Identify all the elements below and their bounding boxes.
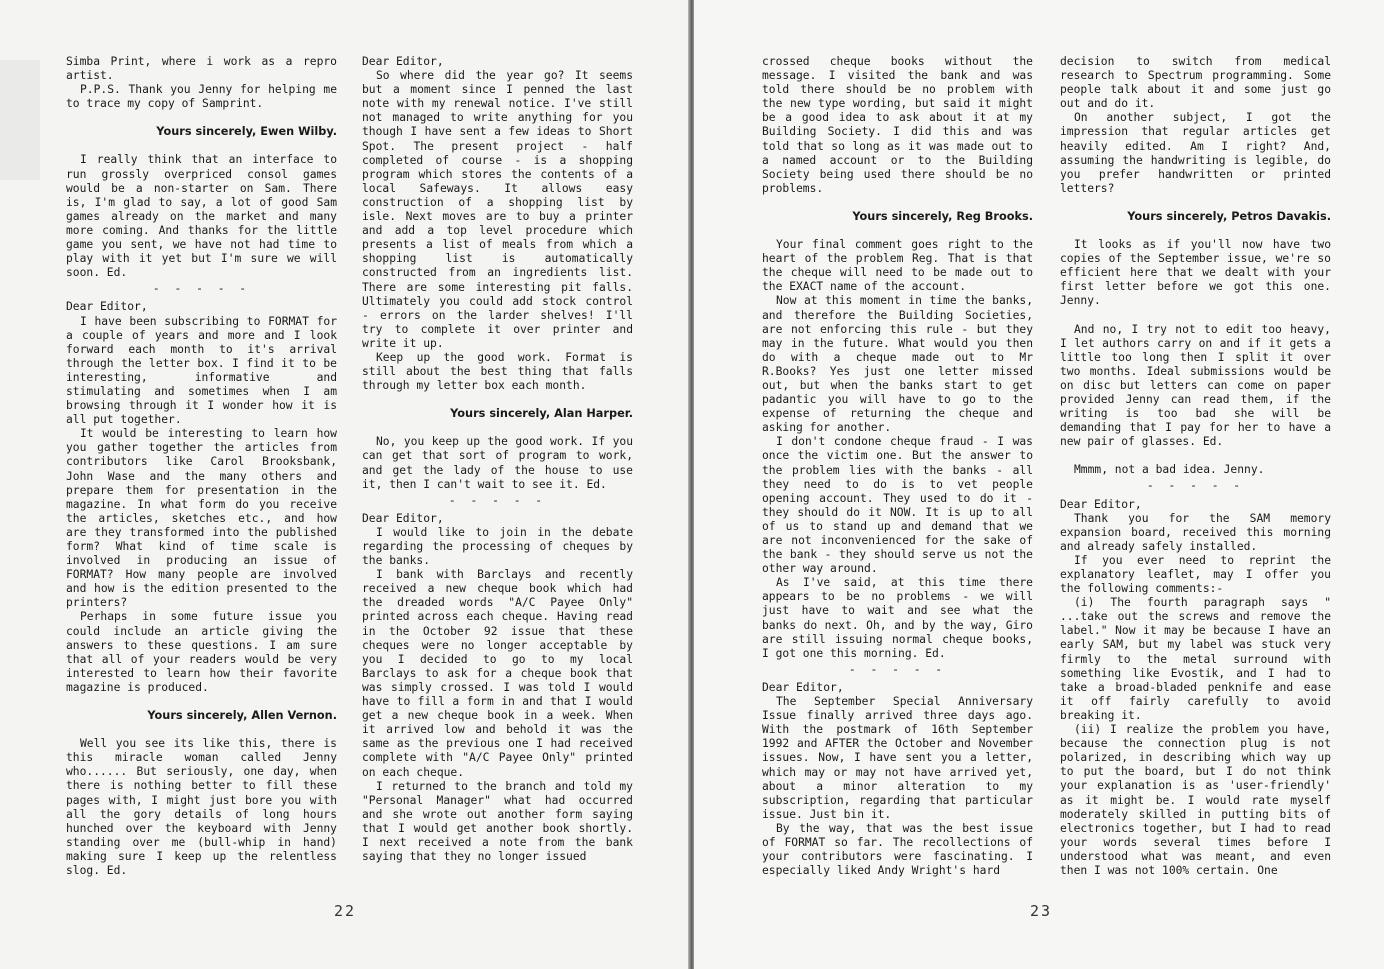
paragraph: (ii) I realize the problem you have, because the connection plug is not polarized, in describing which way up to put the board, but I do not think your explanation is as 'user-friendly' as it might be. I would rate myself moderately skilled in putting bits of electronics together, but I had to read your words several times before I understood what was meant, and even then I was not 100% certain. One: [1060, 723, 1331, 877]
paragraph: Your final comment goes right to the heart of the problem Reg. That is that the cheque will need to be made out to the EXACT name of the account.: [762, 238, 1033, 294]
page-23-column-2: [1060, 55, 1331, 878]
paragraph: Mmmm, not a bad idea. Jenny.: [1074, 463, 1265, 477]
paragraph: Perhaps in some future issue you could include an article giving the answers to these questions. I am sure that all of your readers would be very interested to learn how their favorite magazine is produced.: [66, 610, 337, 694]
paragraph: If you ever need to reprint the explanatory leaflet, may I offer you the following comments:-: [1060, 553, 1331, 596]
separator: - - - - -: [152, 282, 251, 296]
signature: Yours sincerely, Alan Harper.: [450, 407, 633, 421]
paragraph: So where did the year go? It seems but a moment since I penned the last note with my renewal notice. I've still not managed to write anything for you though I have sent a few ideas to Short Spot. The present project - half completed of course - is a shopping program which stores the contents of a local Safeways. It allows easy construction of a shopping list by isle. Next moves are to buy a printer and add a top level procedure which presents a list of meals from which a shopping list is automatically constructed from an ingredients list. There are some interesting pit falls. Ultimately you could add stock control - errors on the larder shelves! I'll try to complete it over printer and write it up.: [362, 69, 633, 350]
paragraph: By the way, that was the best issue of FORMAT so far. The recollections of your contributors were fascinating. I especially liked Andy Wright's hard: [762, 821, 1033, 878]
paragraph: I would like to join in the debate regarding the processing of cheques by the banks.: [362, 525, 633, 568]
paragraph: (i) The fourth paragraph says " ...take out the screws and remove the label." Now it may be because I have an early SAM, but my label was stuck very firmly to the metal surround with something like Evostik, and I had to take a broad-bladed penknife and ease it off fairly carefully to avoid breaking it.: [1060, 596, 1331, 722]
paragraph: P.P.S. Thank you Jenny for helping me to trace my copy of Samprint.: [66, 83, 337, 111]
bleed-through-shadow: [0, 60, 40, 180]
salutation: Dear Editor,: [362, 511, 444, 525]
paragraph: No, you keep up the good work. If you can get that sort of program to work, and get the lady of the house to use it, then I can't wait to see it. Ed.: [362, 435, 633, 491]
paragraph: Well you see its like this, there is this miracle woman called Jenny who...... But seriously, one day, when there is nothing better to fill these pages with, I might just bore you with all the gory details of long hours hunched over the keyboard with Jenny standing over me (bull-whip in hand) making sure I keep up the relentless slog. Ed.: [66, 737, 337, 877]
paragraph: Thank you for the SAM memory expansion board, received this morning and already safely installed.: [1060, 511, 1331, 553]
paragraph: I don't condone cheque fraud - I was once the victim one. But the answer to the problem lies with the banks - all they need to do is to vet people opening account. They used to do it - they should do it NOW. It is up to all of us to stand up and demand that we are not inconvenienced for the sake of the bank - they should serve us not the other way around.: [762, 435, 1033, 576]
separator: - - - - -: [848, 662, 947, 676]
page-23: [694, 0, 1384, 969]
page-22-column-1: [66, 55, 337, 878]
separator: - - - - -: [448, 493, 547, 507]
salutation: Dear Editor,: [762, 680, 844, 694]
paragraph: It looks as if you'll now have two copies of the September issue, we're so efficient here that we dealt with your first letter before we got this one. Jenny.: [1060, 238, 1331, 308]
paragraph: And no, I try not to edit too heavy, I let authors carry on and if it gets a little too long then I split it over two months. Ideal submissions would be on disc but letters can come on paper provided Jenny can read them, if the writing is too bad she will be demanding that I pay for her to have a new pair of glasses. Ed.: [1060, 322, 1331, 449]
page-number: 22: [334, 902, 357, 920]
paragraph: Simba Print, where i work as a repro artist.: [66, 55, 337, 83]
page-22: [0, 0, 690, 969]
page-22-column-2: [362, 55, 633, 864]
signature: Yours sincerely, Ewen Wilby.: [156, 125, 337, 139]
signature: Yours sincerely, Reg Brooks.: [852, 209, 1033, 223]
page-number: 23: [1030, 902, 1053, 920]
paragraph: As I've said, at this time there appears to be no problems - we will just have to wait and see what the banks do next. Oh, and by the way, Giro are still issuing normal cheque books, I got one this morning. Ed.: [762, 576, 1033, 660]
paragraph: decision to switch from medical research to Spectrum programming. Some people talk about it and some just go out and do it.: [1060, 55, 1331, 111]
paragraph: It would be interesting to learn how you gather together the articles from contributors like Carol Brooksbank, John Wase and the many others and prepare them for presentation in the magazine. In what form do you receive the articles, sketches etc., and how are they transformed into the published form? What kind of time scale is involved in producing an issue of FORMAT? How many people are involved and how is the edition presented to the printers?: [66, 427, 337, 610]
paragraph: I returned to the branch and told my "Personal Manager" what had occurred and she wrote out another form saying that I would get another book shortly. I next received a note from the bank saying that they no longer issued: [362, 779, 633, 864]
paragraph: I have been subscribing to FORMAT for a couple of years and more and I look forward each month to it's arrival through the letter box. I find it to be interesting, informative and stimulating and sometimes when I am browsing through it I wonder how it is all put together.: [66, 314, 337, 427]
salutation: Dear Editor,: [1060, 497, 1142, 511]
paragraph: On another subject, I got the impression that regular articles get heavily edited. Am I right? And, assuming the handwriting is legible, do you prefer handwritten or printed letters?: [1060, 111, 1331, 195]
signature: Yours sincerely, Allen Vernon.: [147, 709, 337, 723]
paragraph: Now at this moment in time the banks, and therefore the Building Societies, are not enforcing this rule - but they may in the future. What would you then do with a cheque made out to Mr R.Books? Yes just one letter missed out, but when the banks start to get padantic you will have to go to the expense of returning the cheque and asking for another.: [762, 294, 1033, 435]
page-23-column-1: [762, 55, 1033, 878]
paragraph: I bank with Barclays and recently received a new cheque book which had the dreaded words "A/C Payee Only" printed across each cheque. Having read in the October 92 issue that these cheques were no longer acceptable by you I decided to go to my local Barclays to ask for a cheque book that was simply crossed. I was told I would have to fill a form in and that I would get a new cheque book in a week. When it arrived low and behold it was the same as the previous one I had received complete with "A/C Payee Only" printed on each cheque.: [362, 568, 633, 779]
salutation: Dear Editor,: [362, 55, 444, 68]
paragraph: The September Special Anniversary Issue finally arrived three days ago. With the postmark of 16th September 1992 and AFTER the October and November issues. Now, I have sent you a letter, which may or may not have arrived yet, about a minor alteration to my subscription, regarding that particular issue. Just bin it.: [762, 695, 1033, 821]
salutation: Dear Editor,: [66, 300, 148, 314]
paragraph: I really think that an interface to run grossly overpriced consol games would be a non-starter on Sam. There is, I'm glad to say, a lot of good Sam games already on the market and many more coming. And thanks for the little game you sent, we have not had time to play with it yet but I'm sure we will soon. Ed.: [66, 153, 337, 280]
separator: - - - - -: [1146, 479, 1245, 493]
paragraph: crossed cheque books without the message. I visited the bank and was told there should be no problem with the new type wording, but said it might be a good idea to ask about it at my Building Society. I did this and was told that so long as it was made out to a named account or to the Building Society being used there should be no problems.: [762, 55, 1033, 195]
signature: Yours sincerely, Petros Davakis.: [1127, 209, 1331, 223]
paragraph: Keep up the good work. Format is still about the best thing that falls through my letter box each month.: [362, 350, 633, 393]
